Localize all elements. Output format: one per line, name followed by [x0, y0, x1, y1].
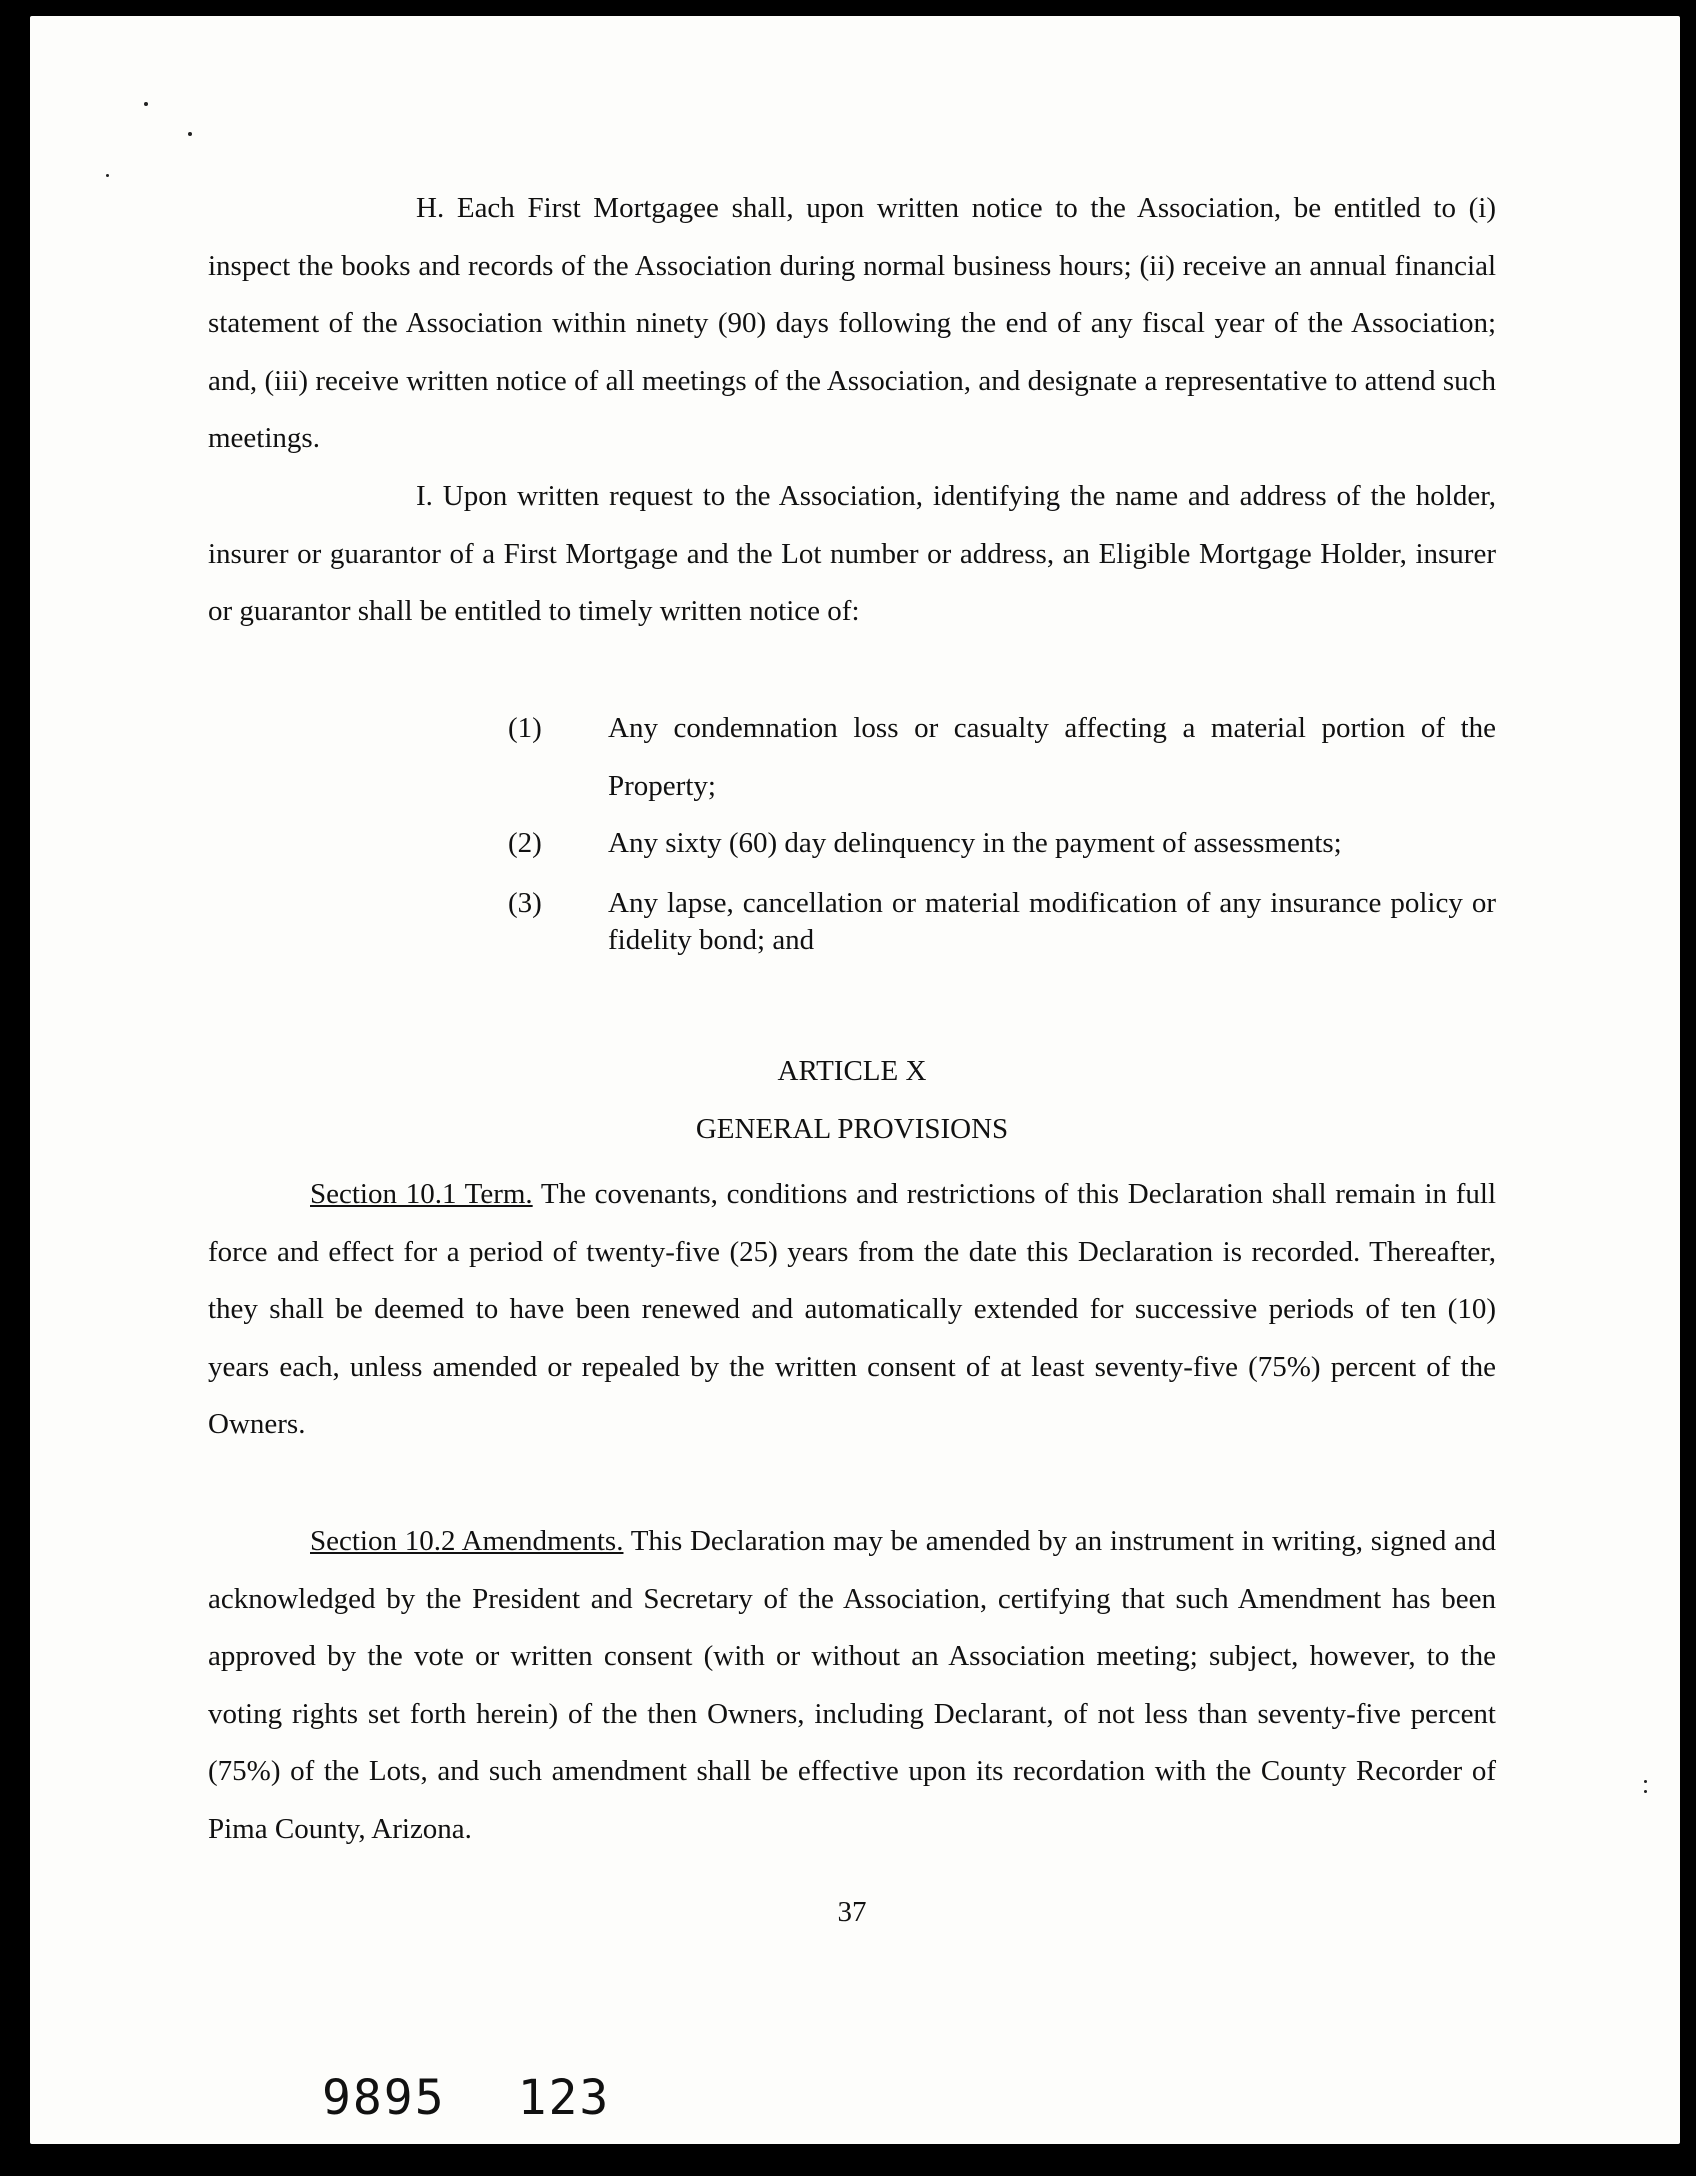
- article-subtitle: GENERAL PROVISIONS: [695, 1113, 1009, 1145]
- section-heading: Section 10.1 Term.: [310, 1178, 533, 1210]
- page-number: 37: [837, 1896, 867, 1928]
- list-item: [508, 885, 1496, 959]
- list-item-text: Any condemnation loss or casualty affecting a material portion of the Property;: [608, 712, 1496, 802]
- scan-speck: [144, 102, 148, 106]
- list-item-number: (2): [508, 827, 542, 859]
- list-item: [508, 815, 1496, 873]
- list-item: [508, 700, 1496, 815]
- scan-speck: [1644, 1790, 1647, 1793]
- section-10-2: [208, 1513, 1496, 1858]
- section-heading: Section 10.2 Amendments.: [310, 1525, 624, 1557]
- section-text: The covenants, conditions and restrictions of this Declaration shall remain in full force and effect for a period of twenty-five (25) years from the date this Declaration is recorded. Thereafter, they shall be deemed to have been renewed and automatically extended for successive periods of ten (10) years each, unless amended or repealed by the written consent of at least seventy-five (75%) percent of the Owners.: [208, 1178, 1497, 1440]
- scan-speck: [106, 174, 109, 177]
- section-text: This Declaration may be amended by an instrument in writing, signed and acknowledged by the President and Secretary of the Association, certifying that such Amendment has been approved by the vote or written consent (with or without an Association meeting; subject, however, to the voting rights set forth herein) of the then Owners, including Declarant, of not less than seventy-five percent (75%) of the Lots, and such amendment shall be effective upon its recordation with the County Recorder of Pima County, Arizona.: [208, 1525, 1496, 1845]
- list-item-text: Any lapse, cancellation or material modification of any insurance policy or fidelity bond; and: [608, 886, 1496, 956]
- section-10-1: [208, 1166, 1496, 1454]
- scan-speck: [1644, 1780, 1647, 1783]
- notice-list: [508, 700, 1496, 959]
- list-item-number: (3): [508, 886, 542, 919]
- docket-page: 123: [517, 2070, 611, 2126]
- recording-stamp: [322, 2070, 610, 2126]
- article-title: ARTICLE X: [777, 1055, 927, 1087]
- paragraph-i: I. Upon written request to the Association, identifying the name and address of the holder, insurer or guarantor of a First Mortgage and the Lot number or address, an Eligible Mortgage Holder, insurer or guarantor shall be entitled to timely written notice of:: [208, 480, 1496, 627]
- docket-number: 9895: [322, 2070, 446, 2126]
- list-item-text: Any sixty (60) day delinquency in the payment of assessments;: [608, 827, 1342, 859]
- paragraph-h: H. Each First Mortgagee shall, upon written notice to the Association, be entitled to (i) inspect the books and records of the Association during normal business hours; (ii) receive an annual financial statement of the Association within ninety (90) days following the end of any fiscal year of the Association; and, (iii) receive written notice of all meetings of the Association, and designate a representative to attend such meetings.: [208, 192, 1496, 454]
- scan-speck: [188, 132, 192, 136]
- list-item-number: (1): [508, 712, 542, 744]
